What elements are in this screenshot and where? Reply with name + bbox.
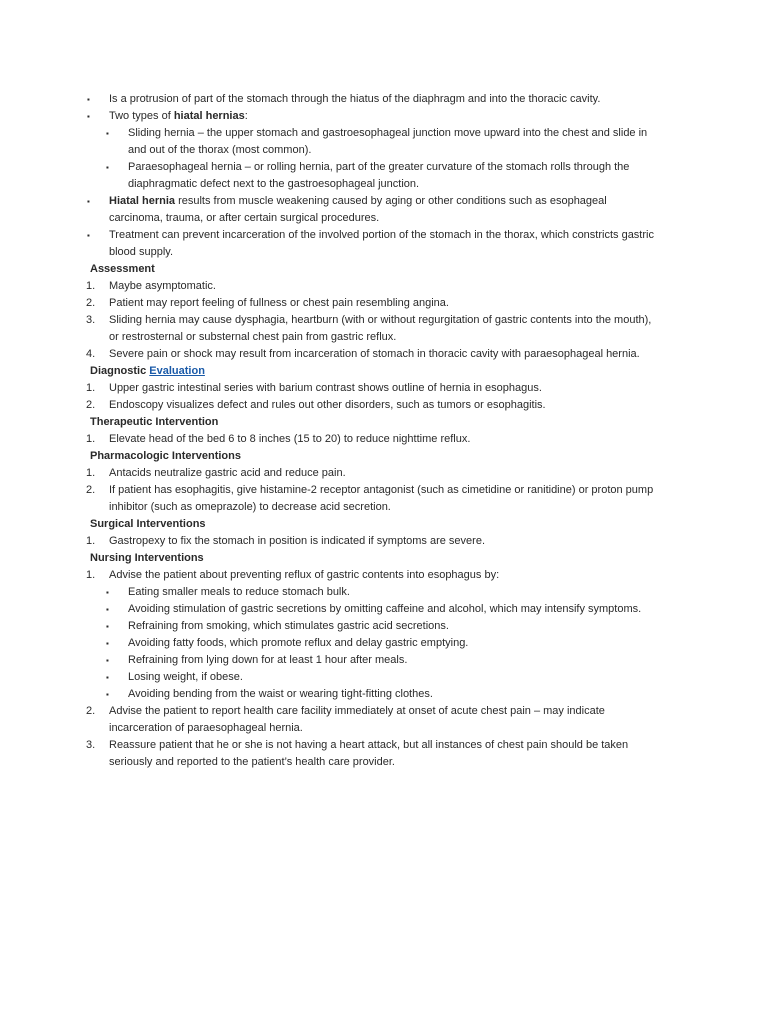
numbered-item (0, 465, 768, 482)
item-text: Advise the patient about preventing reflux of gastric contents into esophagus by: (109, 569, 500, 581)
item-text: incarceration of paraesophageal hernia. (109, 722, 303, 734)
item-number: 2. (86, 484, 96, 496)
sub-bullet-item (0, 125, 768, 159)
bullet-marker: ▪ (87, 112, 90, 121)
bullet-marker: ▪ (87, 95, 90, 104)
bullet-item (0, 227, 768, 261)
numbered-item (0, 295, 768, 312)
bullet-item (0, 91, 768, 108)
item-number: 1. (86, 467, 96, 479)
sub-bullet-item (0, 601, 768, 618)
bullet-text: Avoiding fatty foods, which promote reflux and delay gastric emptying. (128, 637, 469, 649)
bullet-text: Treatment can prevent incarceration of the involved portion of the stomach in the thorax, which constricts gastric (109, 229, 654, 241)
section-heading-pharmacologic: Pharmacologic Interventions (90, 450, 241, 462)
bullet-text: Eating smaller meals to reduce stomach bulk. (128, 586, 350, 598)
item-number: 3. (86, 314, 96, 326)
item-text: Endoscopy visualizes defect and rules out other disorders, such as tumors or esophagitis. (109, 399, 546, 411)
bullet-marker: ▪ (106, 588, 109, 597)
item-number: 2. (86, 399, 96, 411)
numbered-item (0, 380, 768, 397)
section-heading-nursing: Nursing Interventions (90, 552, 204, 564)
item-text: Maybe asymptomatic. (109, 280, 216, 292)
bullet-marker: ▪ (106, 605, 109, 614)
sub-bullet-item (0, 618, 768, 635)
item-number: 2. (86, 705, 96, 717)
bold-term: hiatal hernias (173, 110, 245, 122)
bullet-text: and out of the thorax (most common). (128, 144, 312, 156)
sub-bullet-item (0, 635, 768, 652)
item-number: 1. (86, 382, 96, 394)
bullet-marker: ▪ (106, 639, 109, 648)
bullet-text: Avoiding bending from the waist or wearing tight-fitting clothes. (128, 688, 433, 700)
numbered-item (0, 397, 768, 414)
item-number: 4. (86, 348, 96, 360)
bold-term: Hiatal hernia (109, 195, 176, 207)
bullet-item (0, 108, 768, 125)
item-number: 3. (86, 739, 96, 751)
numbered-item (0, 533, 768, 550)
bullet-marker: ▪ (106, 163, 109, 172)
bullet-text: Hiatal hernia results from muscle weakening caused by aging or other conditions such as esophageal (109, 195, 607, 207)
numbered-item (0, 346, 768, 363)
bullet-marker: ▪ (87, 231, 90, 240)
numbered-item (0, 431, 768, 448)
item-text: Upper gastric intestinal series with barium contrast shows outline of hernia in esophagus. (109, 382, 542, 394)
numbered-item (0, 312, 768, 346)
bullet-text: Paraesophageal hernia – or rolling hernia, part of the greater curvature of the stomach rolls through the (128, 161, 630, 173)
bullet-marker: ▪ (106, 673, 109, 682)
item-text: Gastropexy to fix the stomach in position is indicated if symptoms are severe. (109, 535, 485, 547)
item-text: Reassure patient that he or she is not having a heart attack, but all instances of chest pain should be taken (109, 739, 629, 751)
numbered-item (0, 482, 768, 516)
bullet-item (0, 193, 768, 227)
sub-bullet-item (0, 159, 768, 193)
item-number: 2. (86, 297, 96, 309)
item-number: 1. (86, 280, 96, 292)
item-number: 1. (86, 569, 96, 581)
numbered-item (0, 278, 768, 295)
section-heading-therapeutic: Therapeutic Intervention (90, 416, 219, 428)
sub-bullet-item (0, 669, 768, 686)
bullet-text: Sliding hernia – the upper stomach and gastroesophageal junction move upward into the chest and slide in (128, 127, 648, 139)
bullet-text: carcinoma, trauma, or after certain surgical procedures. (109, 212, 380, 224)
item-text: Severe pain or shock may result from incarceration of stomach in thoracic cavity with paraesophageal hernia. (109, 348, 640, 360)
section-heading-diagnostic: Diagnostic Evaluation (90, 365, 205, 377)
bullet-text: diaphragmatic defect next to the gastroesophageal junction. (128, 178, 420, 190)
bullet-marker: ▪ (106, 656, 109, 665)
item-text: Antacids neutralize gastric acid and reduce pain. (109, 467, 346, 479)
bullet-text: Two types of hiatal hernias: (109, 110, 248, 122)
bullet-text: Refraining from lying down for at least 1 hour after meals. (128, 654, 408, 666)
bullet-text: blood supply. (109, 246, 174, 258)
section-heading-surgical: Surgical Interventions (90, 518, 206, 530)
numbered-item (0, 567, 768, 584)
numbered-item (0, 737, 768, 771)
bullet-marker: ▪ (87, 197, 90, 206)
section-heading-assessment: Assessment (90, 263, 155, 275)
item-text: or restrosternal or substernal chest pain from gastric reflux. (109, 331, 397, 343)
item-text: inhibitor (such as omeprazole) to decrease acid secretion. (109, 501, 391, 513)
item-text: If patient has esophagitis, give histamine-2 receptor antagonist (such as cimetidine or ranitidine) or proton pump (109, 484, 654, 496)
evaluation-link[interactable]: Evaluation (149, 365, 205, 377)
sub-bullet-item (0, 652, 768, 669)
bullet-text: Losing weight, if obese. (128, 671, 243, 683)
bullet-text: Refraining from smoking, which stimulates gastric acid secretions. (128, 620, 449, 632)
item-number: 1. (86, 433, 96, 445)
bullet-marker: ▪ (106, 622, 109, 631)
item-number: 1. (86, 535, 96, 547)
document-body (0, 91, 768, 771)
item-text: Patient may report feeling of fullness or chest pain resembling angina. (109, 297, 449, 309)
item-text: Sliding hernia may cause dysphagia, heartburn (with or without regurgitation of gastric contents into the mouth), (109, 314, 652, 326)
bullet-marker: ▪ (106, 690, 109, 699)
numbered-item (0, 703, 768, 737)
item-text: Advise the patient to report health care facility immediately at onset of acute chest pain – may indicate (109, 705, 605, 717)
item-text: Elevate head of the bed 6 to 8 inches (15 to 20) to reduce nighttime reflux. (109, 433, 471, 445)
sub-bullet-item (0, 584, 768, 601)
bullet-text: Avoiding stimulation of gastric secretions by omitting caffeine and alcohol, which may intensify symptoms. (128, 603, 642, 615)
item-text: seriously and reported to the patient’s health care provider. (109, 756, 395, 768)
bullet-text: Is a protrusion of part of the stomach through the hiatus of the diaphragm and into the thoracic cavity. (109, 93, 601, 105)
sub-bullet-item (0, 686, 768, 703)
bullet-marker: ▪ (106, 129, 109, 138)
